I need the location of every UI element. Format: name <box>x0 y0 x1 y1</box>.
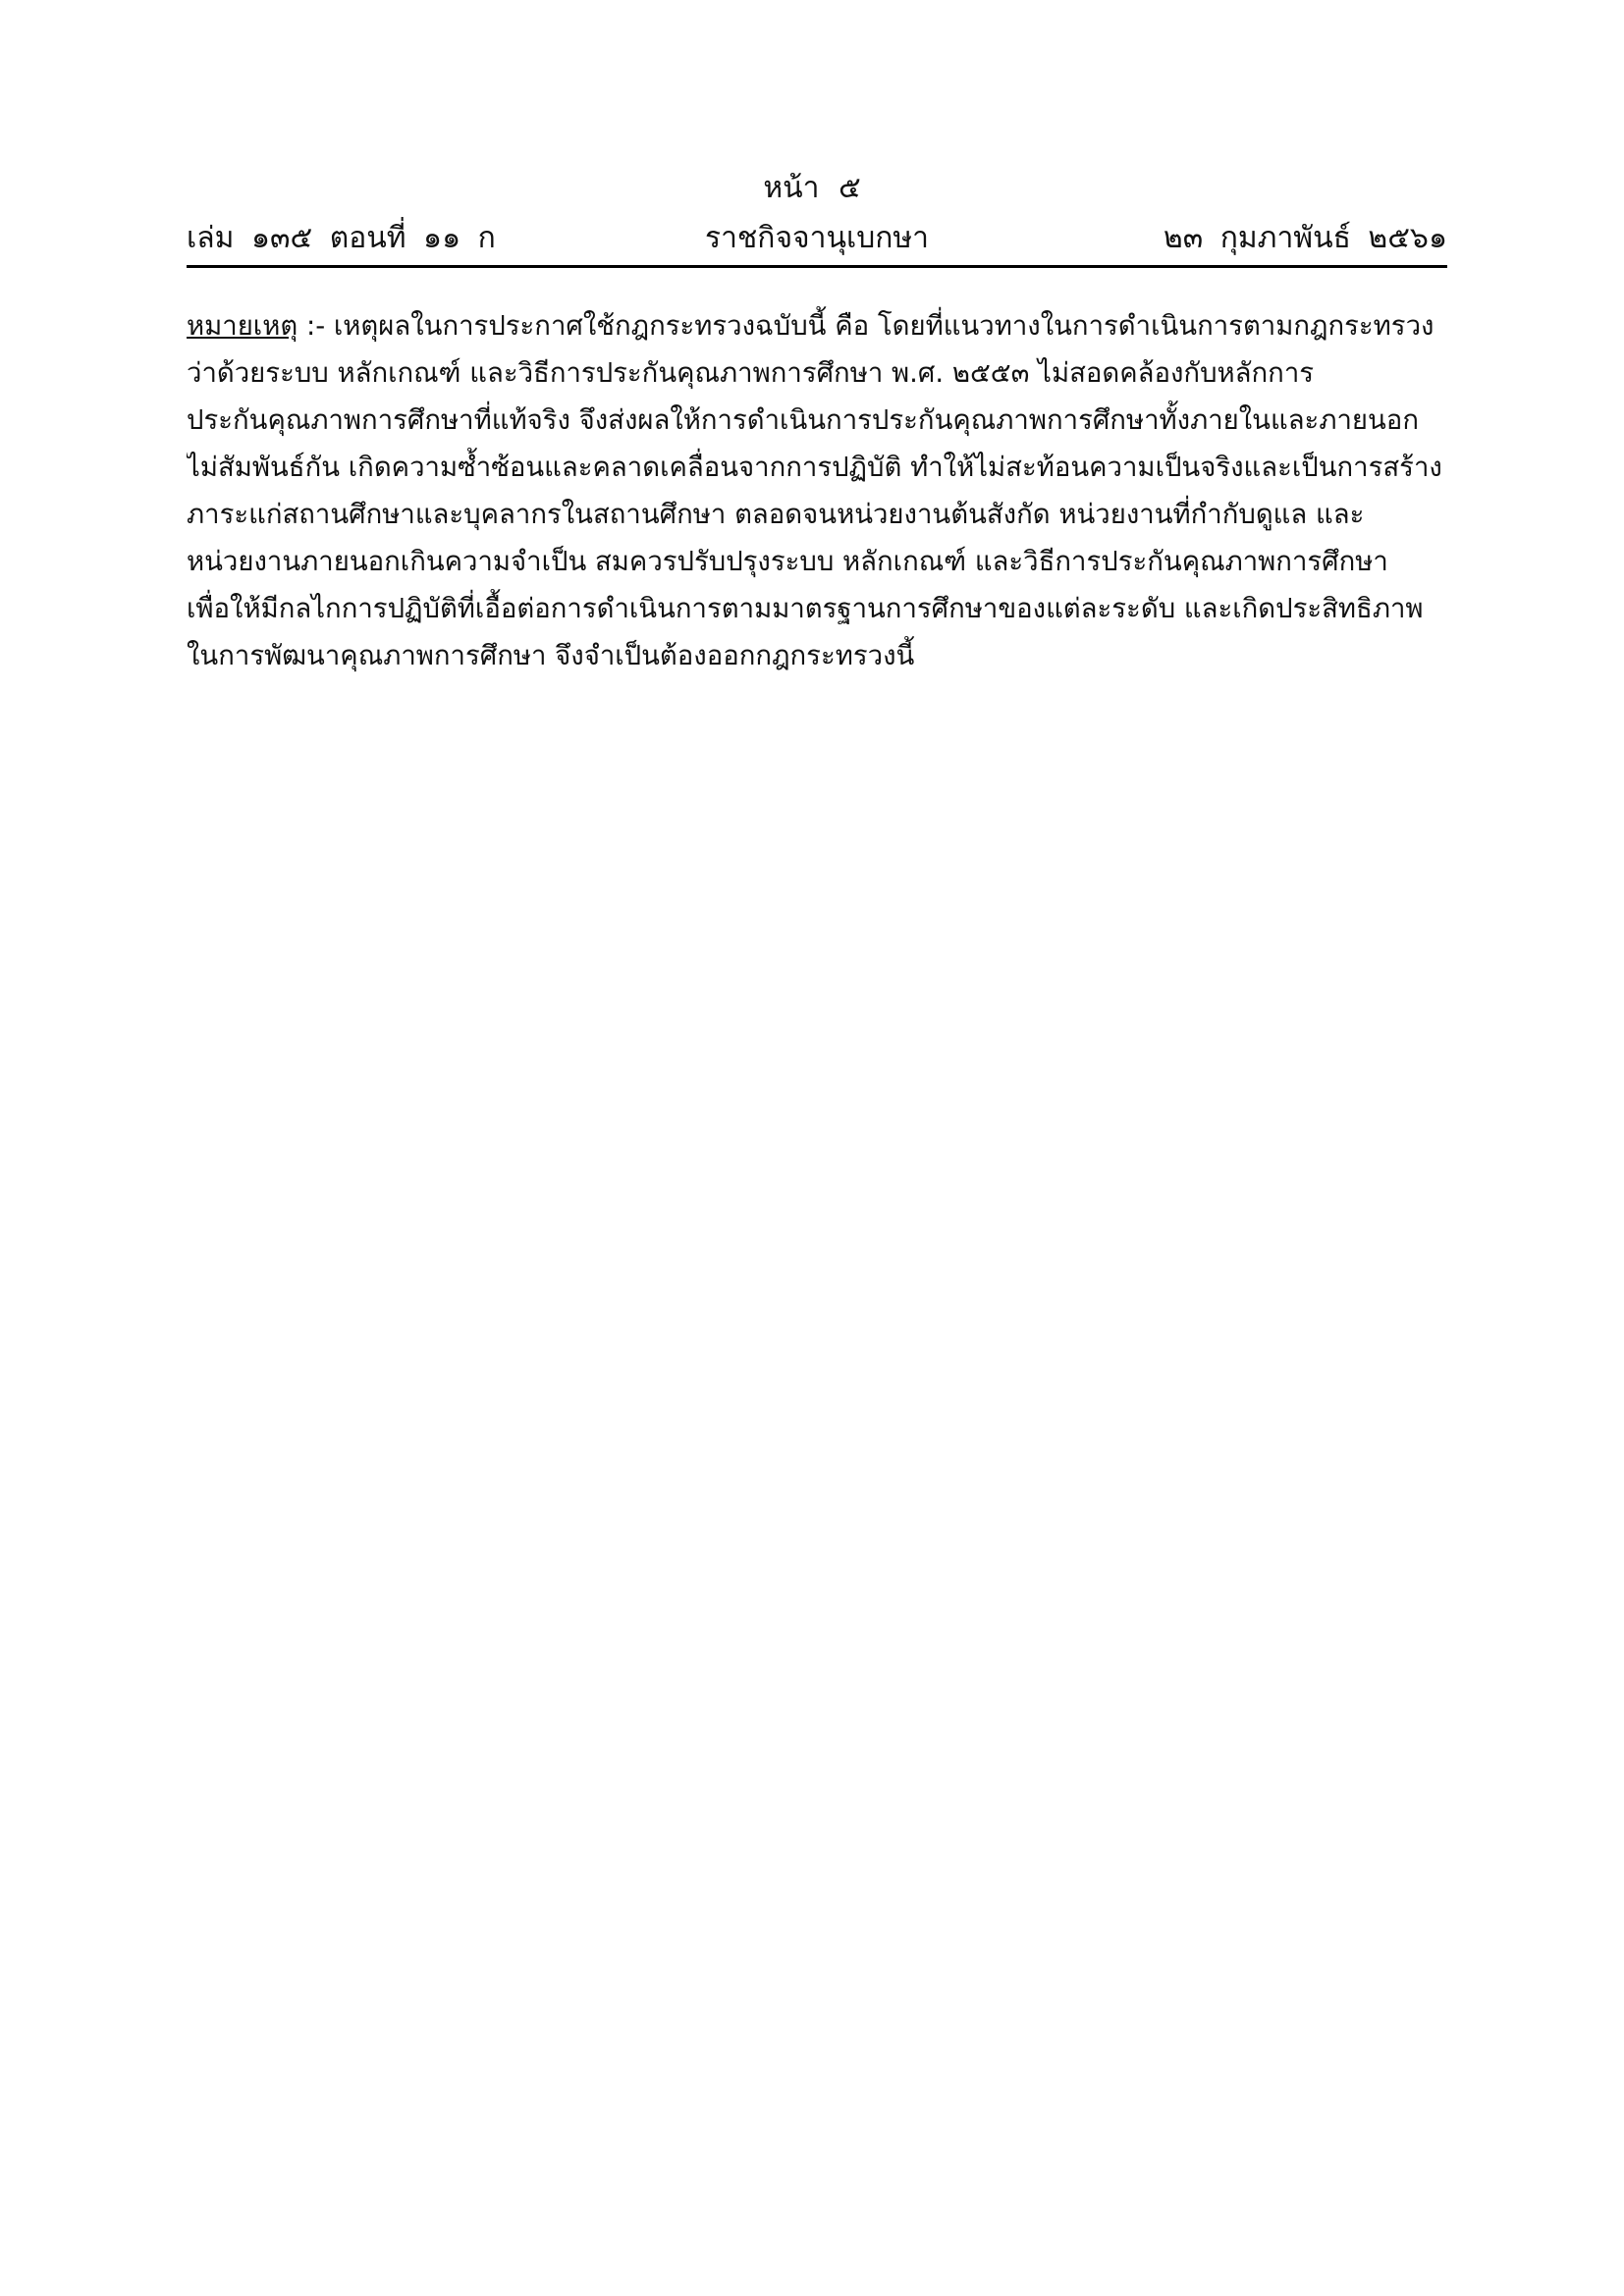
remark-line: ไม่สัมพันธ์กัน เกิดความซ้ำซ้อนและคลาดเคลื่อนจากการปฏิบัติ ทำให้ไม่สะท้อนความเป็นจริงและเป็นการสร้าง <box>187 452 1442 483</box>
remark-line: ภาระแก่สถานศึกษาและบุคลากรในสถานศึกษา ตลอดจนหน่วยงานต้นสังกัด หน่วยงานที่กำกับดูแล และ <box>187 499 1365 530</box>
remark-line: ว่าด้วยระบบ หลักเกณฑ์ และวิธีการประกันคุณภาพการศึกษา พ.ศ. ๒๕๕๓ ไม่สอดคล้องกับหลักการ <box>187 357 1315 389</box>
publication-date: ๒๓ กุมภาพันธ์ ๒๕๖๑ <box>1163 221 1447 255</box>
remark-label: หมายเหตุ <box>187 310 298 342</box>
volume-issue: เล่ม ๑๓๕ ตอนที่ ๑๑ ก <box>187 221 496 255</box>
gazette-header <box>187 216 1447 261</box>
remark-separator: :- <box>298 310 334 342</box>
remark-line: ประกันคุณภาพการศึกษาที่แท้จริง จึงส่งผลให้การดำเนินการประกันคุณภาพการศึกษาทั้งภายในและภายนอก <box>187 404 1419 436</box>
publication-title: ราชกิจจานุเบกษา <box>704 221 930 255</box>
remark-first-text: เหตุผลในการประกาศใช้กฎกระทรวงฉบับนี้ คือ โดยที่แนวทางในการดำเนินการตามกฎกระทรวง <box>333 310 1435 342</box>
page-number: หน้า ๕ <box>763 171 861 205</box>
remark-line: เพื่อให้มีกลไกการปฏิบัติที่เอื้อต่อการดำเนินการตามมาตรฐานการศึกษาของแต่ละระดับ และเกิดประสิทธิภาพ <box>187 593 1424 624</box>
header-divider <box>187 265 1447 268</box>
remark-paragraph <box>187 302 1447 679</box>
remark-line: หน่วยงานภายนอกเกินความจำเป็น สมควรปรับปรุงระบบ หลักเกณฑ์ และวิธีการประกันคุณภาพการศึกษา <box>187 546 1388 577</box>
remark-line: ในการพัฒนาคุณภาพการศึกษา จึงจำเป็นต้องออกกฎกระทรวงนี้ <box>187 640 915 671</box>
remark-line <box>187 302 1447 349</box>
